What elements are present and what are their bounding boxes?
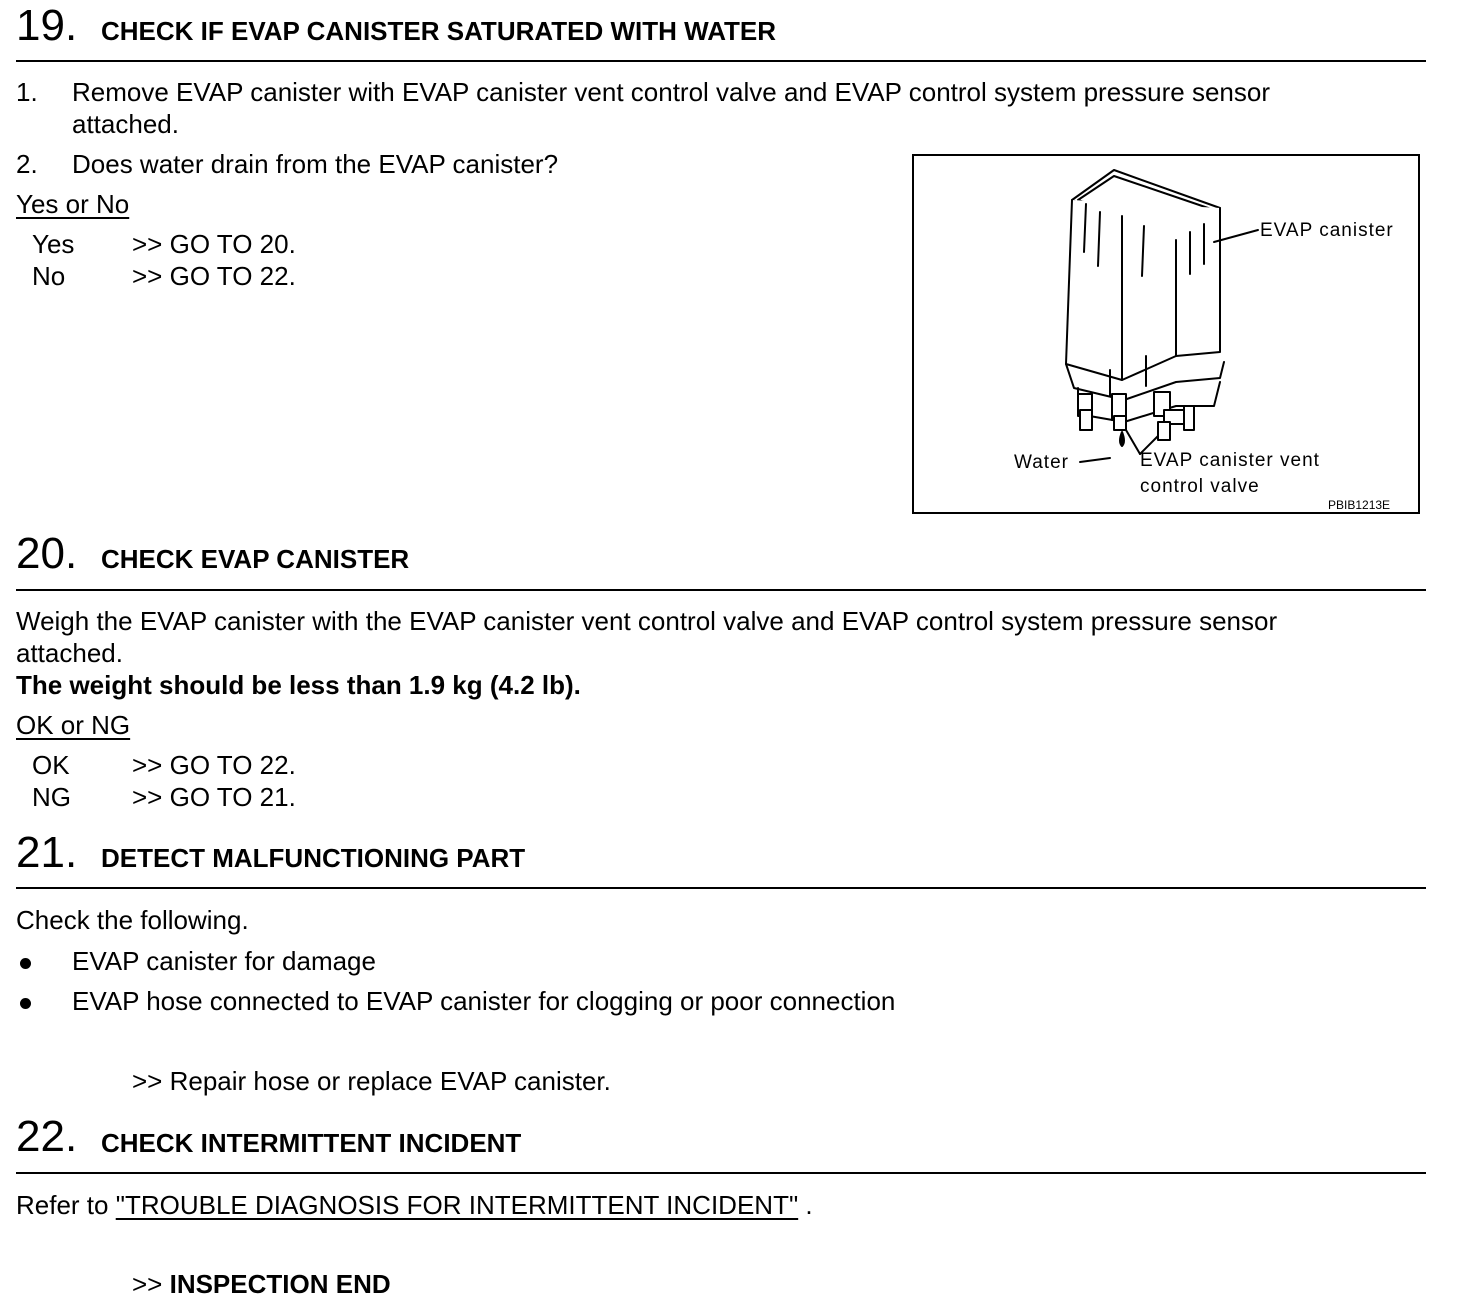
- inspection-end-prefix: >>: [132, 1269, 170, 1299]
- yes-no-label: Yes or No: [16, 189, 130, 219]
- label-vent-valve-line1: EVAP canister vent: [1140, 450, 1320, 471]
- evap-canister-figure: [912, 154, 1420, 514]
- section-21-title: DETECT MALFUNCTIONING PART: [101, 843, 526, 873]
- step-1-number: 1.: [16, 77, 38, 107]
- section-19-rule: [16, 60, 1426, 62]
- section-20-rule: [16, 589, 1426, 591]
- bullet-2-text: EVAP hose connected to EVAP canister for clogging or poor connection: [72, 986, 896, 1016]
- section-22-rule: [16, 1172, 1426, 1174]
- ng-goto[interactable]: >> GO TO 21.: [132, 782, 296, 812]
- section-22-title: CHECK INTERMITTENT INCIDENT: [101, 1128, 522, 1158]
- section-19-number: 19.: [16, 1, 78, 50]
- inspection-end-line: [132, 1268, 391, 1300]
- section-20-line1: Weigh the EVAP canister with the EVAP canister vent control valve and EVAP control system pressure sensor: [16, 606, 1278, 636]
- bullet-dot-2: [20, 998, 31, 1009]
- section-21-number: 21.: [16, 828, 78, 877]
- weight-spec: The weight should be less than 1.9 kg (4.2 lb).: [16, 670, 581, 700]
- ng-key: NG: [32, 782, 71, 812]
- refer-suffix: .: [798, 1190, 813, 1220]
- step-2-text: Does water drain from the EVAP canister?: [72, 149, 559, 179]
- step-2-number: 2.: [16, 149, 38, 179]
- section-21-rule: [16, 887, 1426, 889]
- label-water: Water: [1014, 452, 1069, 473]
- section-20-title: CHECK EVAP CANISTER: [101, 544, 410, 574]
- refer-prefix: Refer to: [16, 1190, 116, 1220]
- inspection-end-text: INSPECTION END: [169, 1269, 391, 1299]
- label-vent-valve-line2: control valve: [1140, 476, 1260, 497]
- yes-key: Yes: [32, 229, 75, 259]
- label-evap-canister: EVAP canister: [1260, 220, 1394, 241]
- section-19-title: CHECK IF EVAP CANISTER SATURATED WITH WATER: [101, 16, 777, 46]
- ok-goto[interactable]: >> GO TO 22.: [132, 750, 296, 780]
- yes-goto[interactable]: >> GO TO 20.: [132, 229, 296, 259]
- repair-action: >> Repair hose or replace EVAP canister.: [132, 1066, 611, 1096]
- bullet-dot-1: [20, 958, 31, 969]
- section-20-number: 20.: [16, 529, 78, 578]
- no-key: No: [32, 261, 66, 291]
- ok-key: OK: [32, 750, 70, 780]
- section-22-number: 22.: [16, 1112, 78, 1161]
- step-1-text-line2: attached.: [72, 109, 179, 139]
- section-20-line2: attached.: [16, 638, 123, 668]
- step-1-text-line1: Remove EVAP canister with EVAP canister vent control valve and EVAP control system pressure sensor: [72, 77, 1270, 107]
- no-goto[interactable]: >> GO TO 22.: [132, 261, 296, 291]
- section-21-intro: Check the following.: [16, 905, 249, 935]
- intermittent-incident-link[interactable]: "TROUBLE DIAGNOSIS FOR INTERMITTENT INCIDENT": [115, 1190, 799, 1220]
- ok-ng-label: OK or NG: [16, 710, 131, 740]
- figure-code: PBIB1213E: [1328, 498, 1391, 512]
- refer-line: [16, 1189, 813, 1221]
- bullet-1-text: EVAP canister for damage: [72, 946, 376, 976]
